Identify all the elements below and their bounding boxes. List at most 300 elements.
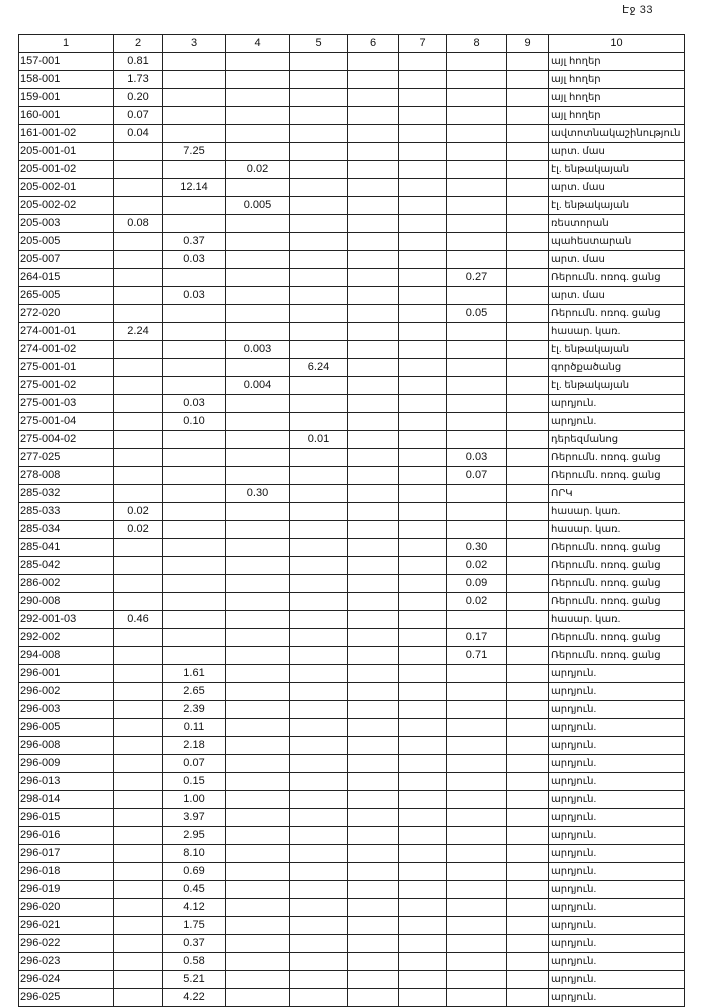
cell-col-8	[447, 701, 507, 719]
cell-col-5: 6.24	[290, 359, 348, 377]
cell-col-9	[507, 449, 549, 467]
cell-col-3	[163, 557, 226, 575]
cell-col-3: 2.39	[163, 701, 226, 719]
cell-col-5	[290, 323, 348, 341]
cell-col-2	[114, 395, 163, 413]
cell-col-8	[447, 395, 507, 413]
cell-col-6	[348, 323, 399, 341]
cell-col-9	[507, 359, 549, 377]
cell-col-1: 205-001-02	[19, 161, 114, 179]
cell-col-1: 296-013	[19, 773, 114, 791]
cell-col-3	[163, 269, 226, 287]
cell-col-5	[290, 377, 348, 395]
cell-col-6	[348, 305, 399, 323]
cell-col-4: 0.003	[226, 341, 290, 359]
cell-col-7	[399, 305, 447, 323]
cell-col-7	[399, 809, 447, 827]
cell-col-8	[447, 737, 507, 755]
cell-col-6	[348, 647, 399, 665]
cell-col-4	[226, 71, 290, 89]
cell-col-7	[399, 827, 447, 845]
cell-col-7	[399, 449, 447, 467]
cell-col-2	[114, 233, 163, 251]
cell-col-6	[348, 989, 399, 1007]
cell-col-8	[447, 683, 507, 701]
cell-col-2	[114, 665, 163, 683]
cell-col-1: 275-001-02	[19, 377, 114, 395]
cell-col-3: 4.12	[163, 899, 226, 917]
cell-col-4	[226, 701, 290, 719]
cell-col-9	[507, 863, 549, 881]
cell-col-2	[114, 737, 163, 755]
cell-col-6	[348, 917, 399, 935]
cell-col-4	[226, 863, 290, 881]
cell-col-5	[290, 341, 348, 359]
cell-col-1: 205-003	[19, 215, 114, 233]
cell-col-3: 0.10	[163, 413, 226, 431]
cell-col-7	[399, 323, 447, 341]
table-row	[19, 863, 685, 881]
cell-col-1: 161-001-02	[19, 125, 114, 143]
cell-col-8	[447, 665, 507, 683]
cell-col-8: 0.02	[447, 593, 507, 611]
cell-col-7	[399, 197, 447, 215]
cell-col-2	[114, 791, 163, 809]
cell-col-5	[290, 107, 348, 125]
cell-col-2	[114, 683, 163, 701]
cell-col-4	[226, 989, 290, 1007]
cell-col-10: արտ. մաս	[549, 143, 685, 161]
cell-col-10: Ռերումն. ոռոգ. ցանց	[549, 593, 685, 611]
cell-col-9	[507, 161, 549, 179]
cell-col-7	[399, 467, 447, 485]
cell-col-8	[447, 521, 507, 539]
cell-col-4	[226, 251, 290, 269]
cell-col-10: հասար. կառ.	[549, 611, 685, 629]
cell-col-4	[226, 269, 290, 287]
table-row	[19, 395, 685, 413]
cell-col-7	[399, 431, 447, 449]
cell-col-4	[226, 539, 290, 557]
cell-col-4	[226, 503, 290, 521]
cell-col-2	[114, 197, 163, 215]
cell-col-9	[507, 647, 549, 665]
col-header-7: 7	[399, 35, 447, 53]
cell-col-10: արտ. մաս	[549, 287, 685, 305]
cell-col-3: 2.18	[163, 737, 226, 755]
cell-col-5	[290, 791, 348, 809]
cell-col-7	[399, 791, 447, 809]
cell-col-1: 292-001-03	[19, 611, 114, 629]
cell-col-9	[507, 287, 549, 305]
cell-col-9	[507, 845, 549, 863]
cell-col-8	[447, 791, 507, 809]
cell-col-5	[290, 449, 348, 467]
cell-col-3	[163, 647, 226, 665]
cell-col-1: 296-020	[19, 899, 114, 917]
cell-col-5	[290, 305, 348, 323]
cell-col-9	[507, 971, 549, 989]
cell-col-8	[447, 845, 507, 863]
cell-col-9	[507, 701, 549, 719]
table-row	[19, 449, 685, 467]
cell-col-1: 296-015	[19, 809, 114, 827]
cell-col-7	[399, 233, 447, 251]
table-row	[19, 701, 685, 719]
cell-col-7	[399, 89, 447, 107]
cell-col-10: էլ. ենթակայան	[549, 377, 685, 395]
cell-col-8	[447, 863, 507, 881]
cell-col-10: արդյուն.	[549, 809, 685, 827]
table-row	[19, 917, 685, 935]
col-header-2: 2	[114, 35, 163, 53]
cell-col-7	[399, 917, 447, 935]
cell-col-5	[290, 701, 348, 719]
cell-col-4	[226, 809, 290, 827]
cell-col-2	[114, 863, 163, 881]
cell-col-7	[399, 899, 447, 917]
cell-col-5	[290, 557, 348, 575]
cell-col-7	[399, 287, 447, 305]
table-row	[19, 521, 685, 539]
cell-col-5	[290, 413, 348, 431]
cell-col-2: 0.20	[114, 89, 163, 107]
cell-col-7	[399, 413, 447, 431]
cell-col-6	[348, 395, 399, 413]
cell-col-9	[507, 125, 549, 143]
cell-col-4: 0.004	[226, 377, 290, 395]
cell-col-6	[348, 233, 399, 251]
table-row	[19, 503, 685, 521]
cell-col-10: Ռերումն. ոռոգ. ցանց	[549, 449, 685, 467]
cell-col-2	[114, 485, 163, 503]
cell-col-4	[226, 773, 290, 791]
cell-col-8	[447, 341, 507, 359]
cell-col-7	[399, 593, 447, 611]
cell-col-3: 0.03	[163, 287, 226, 305]
cell-col-6	[348, 377, 399, 395]
cell-col-7	[399, 143, 447, 161]
cell-col-4	[226, 323, 290, 341]
cell-col-7	[399, 179, 447, 197]
land-table	[18, 34, 685, 1007]
cell-col-9	[507, 683, 549, 701]
cell-col-3	[163, 125, 226, 143]
cell-col-7	[399, 125, 447, 143]
cell-col-5	[290, 719, 348, 737]
cell-col-3	[163, 629, 226, 647]
cell-col-8	[447, 233, 507, 251]
cell-col-10: էլ. ենթակայան	[549, 161, 685, 179]
cell-col-10: Ռերումն. ոռոգ. ցանց	[549, 575, 685, 593]
cell-col-6	[348, 341, 399, 359]
cell-col-1: 274-001-02	[19, 341, 114, 359]
cell-col-4	[226, 449, 290, 467]
cell-col-3: 12.14	[163, 179, 226, 197]
cell-col-8	[447, 125, 507, 143]
cell-col-9	[507, 413, 549, 431]
cell-col-9	[507, 71, 549, 89]
cell-col-4: 0.005	[226, 197, 290, 215]
cell-col-1: 296-005	[19, 719, 114, 737]
cell-col-3	[163, 161, 226, 179]
cell-col-3: 5.21	[163, 971, 226, 989]
cell-col-9	[507, 791, 549, 809]
cell-col-7	[399, 701, 447, 719]
cell-col-7	[399, 647, 447, 665]
cell-col-8	[447, 323, 507, 341]
cell-col-8	[447, 989, 507, 1007]
cell-col-1: 296-022	[19, 935, 114, 953]
cell-col-3: 1.00	[163, 791, 226, 809]
cell-col-9	[507, 377, 549, 395]
cell-col-9	[507, 521, 549, 539]
cell-col-2	[114, 287, 163, 305]
cell-col-4	[226, 917, 290, 935]
cell-col-8	[447, 503, 507, 521]
cell-col-9	[507, 143, 549, 161]
cell-col-10: արդյուն.	[549, 827, 685, 845]
cell-col-6	[348, 557, 399, 575]
cell-col-8	[447, 971, 507, 989]
cell-col-10: արդյուն.	[549, 791, 685, 809]
cell-col-5	[290, 827, 348, 845]
cell-col-10: արդյուն.	[549, 899, 685, 917]
cell-col-9	[507, 827, 549, 845]
cell-col-9	[507, 269, 549, 287]
cell-col-2: 0.07	[114, 107, 163, 125]
cell-col-5	[290, 53, 348, 71]
cell-col-9	[507, 197, 549, 215]
cell-col-7	[399, 107, 447, 125]
table-row	[19, 233, 685, 251]
cell-col-2	[114, 629, 163, 647]
cell-col-8	[447, 935, 507, 953]
cell-col-5	[290, 881, 348, 899]
cell-col-5	[290, 125, 348, 143]
cell-col-10: ռեստորան	[549, 215, 685, 233]
col-header-10: 10	[549, 35, 685, 53]
cell-col-2	[114, 647, 163, 665]
cell-col-5	[290, 971, 348, 989]
cell-col-2: 1.73	[114, 71, 163, 89]
cell-col-3	[163, 107, 226, 125]
cell-col-6	[348, 629, 399, 647]
cell-col-4	[226, 629, 290, 647]
cell-col-7	[399, 341, 447, 359]
cell-col-7	[399, 377, 447, 395]
table-row	[19, 755, 685, 773]
col-header-1: 1	[19, 35, 114, 53]
cell-col-2	[114, 251, 163, 269]
cell-col-3: 0.37	[163, 233, 226, 251]
cell-col-8	[447, 287, 507, 305]
cell-col-6	[348, 125, 399, 143]
cell-col-6	[348, 53, 399, 71]
cell-col-10: արդյուն.	[549, 971, 685, 989]
cell-col-2	[114, 845, 163, 863]
cell-col-3: 0.15	[163, 773, 226, 791]
cell-col-6	[348, 179, 399, 197]
cell-col-3	[163, 377, 226, 395]
cell-col-1: 205-002-01	[19, 179, 114, 197]
cell-col-2	[114, 143, 163, 161]
cell-col-9	[507, 755, 549, 773]
cell-col-4	[226, 683, 290, 701]
cell-col-3: 0.69	[163, 863, 226, 881]
cell-col-10: Ռերումն. ոռոգ. ցանց	[549, 539, 685, 557]
cell-col-4	[226, 89, 290, 107]
table-body	[19, 53, 685, 1007]
cell-col-8	[447, 143, 507, 161]
cell-col-6	[348, 269, 399, 287]
cell-col-2	[114, 557, 163, 575]
cell-col-8	[447, 197, 507, 215]
cell-col-9	[507, 305, 549, 323]
table-row	[19, 575, 685, 593]
cell-col-3	[163, 197, 226, 215]
cell-col-6	[348, 845, 399, 863]
cell-col-1: 296-025	[19, 989, 114, 1007]
cell-col-7	[399, 935, 447, 953]
cell-col-10: արդյուն.	[549, 935, 685, 953]
cell-col-9	[507, 737, 549, 755]
cell-col-3: 2.65	[163, 683, 226, 701]
cell-col-7	[399, 53, 447, 71]
cell-col-3	[163, 503, 226, 521]
cell-col-2	[114, 179, 163, 197]
table-row	[19, 953, 685, 971]
cell-col-3: 3.97	[163, 809, 226, 827]
table-row	[19, 197, 685, 215]
cell-col-4	[226, 287, 290, 305]
cell-col-2	[114, 593, 163, 611]
cell-col-4	[226, 467, 290, 485]
cell-col-3	[163, 575, 226, 593]
table-row	[19, 593, 685, 611]
cell-col-3: 0.58	[163, 953, 226, 971]
cell-col-6	[348, 863, 399, 881]
cell-col-6	[348, 827, 399, 845]
table-row	[19, 53, 685, 71]
table-row	[19, 215, 685, 233]
cell-col-2	[114, 701, 163, 719]
table-row	[19, 611, 685, 629]
cell-col-5	[290, 143, 348, 161]
cell-col-9	[507, 215, 549, 233]
table-row	[19, 827, 685, 845]
cell-col-3: 0.07	[163, 755, 226, 773]
cell-col-6	[348, 575, 399, 593]
cell-col-2	[114, 161, 163, 179]
cell-col-4	[226, 233, 290, 251]
cell-col-8: 0.27	[447, 269, 507, 287]
cell-col-1: 292-002	[19, 629, 114, 647]
cell-col-7	[399, 971, 447, 989]
table-row	[19, 539, 685, 557]
cell-col-9	[507, 539, 549, 557]
cell-col-9	[507, 917, 549, 935]
cell-col-9	[507, 773, 549, 791]
cell-col-2	[114, 989, 163, 1007]
cell-col-6	[348, 251, 399, 269]
cell-col-7	[399, 575, 447, 593]
cell-col-2	[114, 305, 163, 323]
cell-col-6	[348, 755, 399, 773]
cell-col-6	[348, 665, 399, 683]
cell-col-6	[348, 611, 399, 629]
table-row	[19, 845, 685, 863]
cell-col-1: 296-008	[19, 737, 114, 755]
table-row	[19, 881, 685, 899]
header-row	[19, 35, 685, 53]
cell-col-9	[507, 503, 549, 521]
cell-col-6	[348, 773, 399, 791]
cell-col-4	[226, 431, 290, 449]
cell-col-6	[348, 683, 399, 701]
cell-col-5	[290, 683, 348, 701]
cell-col-10: արդյուն.	[549, 683, 685, 701]
cell-col-9	[507, 395, 549, 413]
cell-col-3	[163, 359, 226, 377]
cell-col-3	[163, 305, 226, 323]
cell-col-7	[399, 215, 447, 233]
cell-col-2: 0.08	[114, 215, 163, 233]
cell-col-3	[163, 521, 226, 539]
cell-col-9	[507, 989, 549, 1007]
cell-col-6	[348, 521, 399, 539]
cell-col-2	[114, 467, 163, 485]
cell-col-9	[507, 233, 549, 251]
table-row	[19, 323, 685, 341]
cell-col-5	[290, 503, 348, 521]
cell-col-1: 264-015	[19, 269, 114, 287]
cell-col-9	[507, 89, 549, 107]
cell-col-4	[226, 881, 290, 899]
cell-col-5	[290, 953, 348, 971]
col-header-9: 9	[507, 35, 549, 53]
cell-col-7	[399, 683, 447, 701]
cell-col-3	[163, 539, 226, 557]
cell-col-6	[348, 449, 399, 467]
cell-col-5	[290, 755, 348, 773]
cell-col-2	[114, 431, 163, 449]
cell-col-8	[447, 827, 507, 845]
cell-col-6	[348, 71, 399, 89]
cell-col-2	[114, 971, 163, 989]
table-row	[19, 251, 685, 269]
cell-col-5	[290, 539, 348, 557]
cell-col-8	[447, 413, 507, 431]
cell-col-4	[226, 305, 290, 323]
cell-col-3	[163, 467, 226, 485]
cell-col-8: 0.02	[447, 557, 507, 575]
cell-col-4	[226, 593, 290, 611]
cell-col-1: 296-021	[19, 917, 114, 935]
cell-col-4	[226, 557, 290, 575]
cell-col-8	[447, 755, 507, 773]
cell-col-8: 0.03	[447, 449, 507, 467]
cell-col-10: արդյուն.	[549, 917, 685, 935]
cell-col-9	[507, 899, 549, 917]
cell-col-9	[507, 719, 549, 737]
cell-col-6	[348, 215, 399, 233]
cell-col-8	[447, 107, 507, 125]
cell-col-5	[290, 467, 348, 485]
cell-col-7	[399, 755, 447, 773]
cell-col-2	[114, 719, 163, 737]
cell-col-6	[348, 935, 399, 953]
